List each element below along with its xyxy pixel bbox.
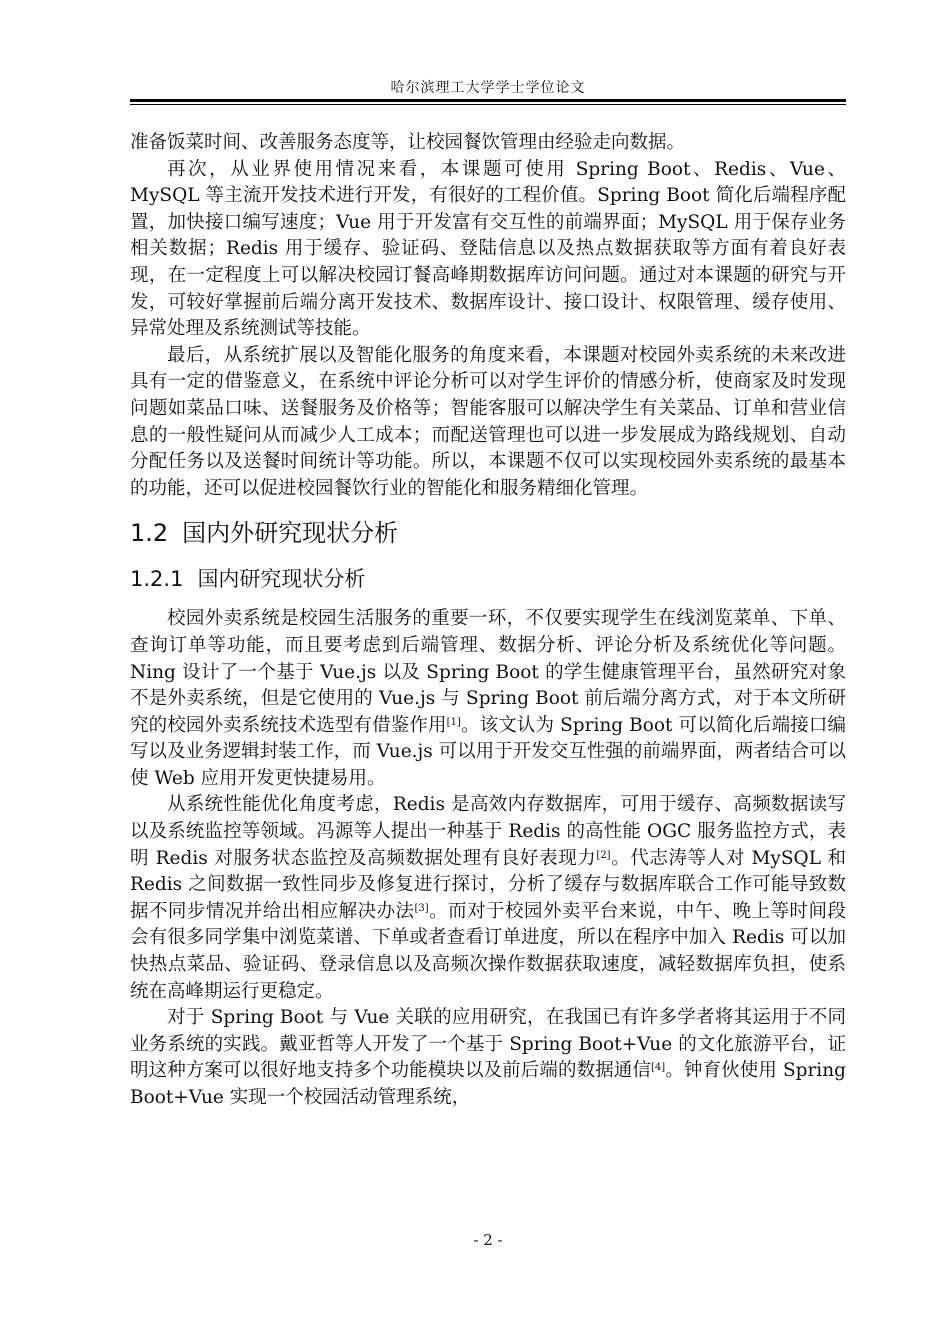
text-run: 对于 Spring Boot 与 Vue 关联的应用研究，在我国已有许多学者将其运用于不同业务系统的实践。戴亚哲等人开发了一个基于 Spring Boot+Vue 的文化旅游平台，证明这种方案可以很好地支持多个功能模块以及前后端的数据通信 (130, 1007, 846, 1082)
section-title: 国内外研究现状分析 (182, 519, 399, 548)
running-header: 哈尔滨理工大学学士学位论文 (390, 80, 586, 96)
section-heading (130, 516, 846, 550)
subsection-title: 国内研究现状分析 (197, 567, 366, 592)
paragraph: 最后，从系统扩展以及智能化服务的角度来看，本课题对校园外卖系统的未来改进具有一定的借鉴意义，在系统中评论分析可以对学生评价的情感分析，使商家及时发现问题如菜品口味、送餐服务及价格等；智能客服可以解决学生有关菜品、订单和营业信息的一般性疑问从而减少人工成本；而配送管理也可以进一步发展成为路线规划、自动分配任务以及送餐时间统计等功能。所以，本课题不仅可以实现校园外卖系统的最基本的功能，还可以促进校园餐饮行业的智能化和服务精细化管理。 (130, 344, 846, 499)
paragraph (130, 792, 846, 1005)
section-number: 1.2 (130, 519, 169, 548)
text-run: 。代志涛等人对 MySQL 和 Redis 之间数据一致性同步及修复进行探讨，分析了缓存与数据库联合工作可能导致数据不同步情况并给出相应解决办法 (130, 847, 846, 922)
text-run: 校园外卖系统是校园生活服务的重要一环，不仅要实现学生在线浏览菜单、下单、查询订单等功能，而且要考虑到后端管理、数据分析、评论分析及系统优化等问题。Ning 设计了一个基于 Vue.js 以及 Spring Boot 的学生健康管理平台，虽然研究对象不是外卖系统，但是它使用的 Vue.js 与 Spring Boot 前后端分离方式，对于本文所研究的校园外卖系统技术选型有借鉴作用 (130, 608, 846, 736)
paragraph (130, 1005, 846, 1111)
citation: [3] (414, 902, 429, 914)
page-number: - 2 - (473, 1231, 503, 1249)
subsection-heading (130, 564, 846, 594)
body-text (130, 130, 846, 1112)
text-run: 从系统性能优化角度考虑，Redis 是高效内存数据库，可用于缓存、高频数据读写以及系统监控等领域。冯源等人提出一种基于 Redis 的高性能 OGC 服务监控方式，表明 Redis 对服务状态监控及高频数据处理有良好表现力 (130, 794, 846, 869)
citation: [1] (446, 716, 461, 728)
citation: [2] (596, 849, 611, 861)
header-rule-thick (130, 99, 846, 102)
subsection-number: 1.2.1 (130, 567, 184, 592)
text-run: 。而对于校园外卖平台来说，中午、晚上等时间段会有很多同学集中浏览菜谱、下单或者查看订单进度，所以在程序中加入 Redis 可以加快热点菜品、验证码、登录信息以及高频次操作数据获取速度，减轻数据库负担，使系统在高峰期运行更稳定。 (130, 900, 846, 1002)
citation: [4] (651, 1062, 666, 1074)
text-run: 。该文认为 Spring Boot 可以简化后端接口编写以及业务逻辑封装工作，而 Vue.js 可以用于开发交互性强的前端界面，两者结合可以使 Web 应用开发更快捷易用。 (130, 714, 846, 789)
text-run: 。钟育伙使用 Spring Boot+Vue 实现一个校园活动管理系统， (130, 1060, 846, 1108)
header-rule-thin (130, 104, 846, 105)
paragraph: 准备饭菜时间、改善服务态度等，让校园餐饮管理由经验走向数据。 (130, 132, 686, 153)
paragraph: 再次，从业界使用情况来看，本课题可使用 Spring Boot、Redis、Vue、MySQL 等主流开发技术进行开发，有很好的工程价值。Spring Boot 简化后端程序配置，加快接口编写速度；Vue 用于开发富有交互性的前端界面；MySQL 用于保存业务相关数据；Redis 用于缓存、验证码、登陆信息以及热点数据获取等方面有着良好表现，在一定程度上可以解决校园订餐高峰期数据库访问问题。通过对本课题的研究与开发，可较好掌握前后端分离开发技术、数据库设计、接口设计、权限管理、缓存使用、异常处理及系统测试等技能。 (130, 158, 846, 340)
paragraph (130, 606, 846, 792)
